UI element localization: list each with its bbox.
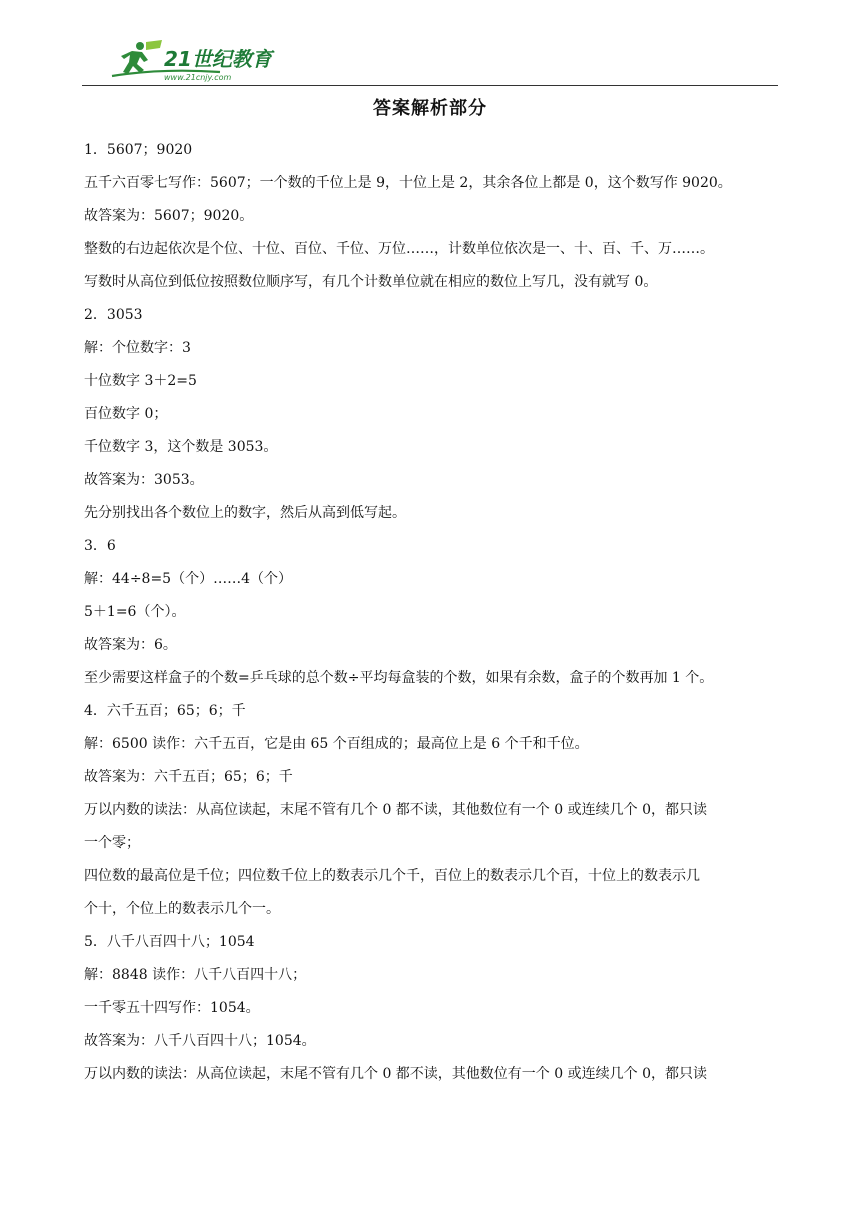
answer-2-text: 十位数字 3＋2=5 [84, 373, 197, 389]
answer-3-text: 解：44÷8=5（个）……4（个） [84, 571, 292, 587]
header-divider [82, 85, 778, 86]
answer-4-note: 万以内数的读法：从高位读起，末尾不管有几个 0 都不读，其他数位有一个 0 或连续几个 0，都只读 [84, 802, 707, 818]
answer-5-heading: 5．八千八百四十八；1054 [84, 934, 255, 950]
answer-2-note: 先分别找出各个数位上的数字，然后从高到低写起。 [84, 505, 406, 521]
answer-4-note: 四位数的最高位是千位；四位数千位上的数表示几个千，百位上的数表示几个百，十位上的数表示几 [84, 868, 700, 884]
answer-1-note: 写数时从高位到低位按照数位顺序写，有几个计数单位就在相应的数位上写几，没有就写 0。 [84, 274, 658, 290]
answer-1-heading: 1．5607；9020 [84, 142, 193, 158]
answer-2-heading: 2．3053 [84, 307, 143, 323]
answer-5-note: 万以内数的读法：从高位读起，末尾不管有几个 0 都不读，其他数位有一个 0 或连续几个 0，都只读 [84, 1066, 707, 1082]
answer-4-note: 个十，个位上的数表示几个一。 [84, 901, 280, 917]
answer-2-text: 千位数字 3，这个数是 3053。 [84, 439, 278, 455]
answer-2-text: 解：个位数字：3 [84, 340, 191, 356]
svg-text:www.21cnjy.com: www.21cnjy.com [164, 73, 232, 82]
answer-3-note: 至少需要这样盒子的个数=乒乓球的总个数÷平均每盒装的个数，如果有余数，盒子的个数再加 1 个。 [84, 670, 714, 686]
answer-content [84, 134, 778, 1091]
answer-4-heading: 4．六千五百；65；6；千 [84, 703, 246, 719]
answer-2-result: 故答案为：3053。 [84, 472, 204, 488]
answer-5-text: 解：8848 读作：八千八百四十八； [84, 967, 307, 983]
answer-3-text: 5＋1=6（个）。 [84, 604, 186, 620]
answer-4-text: 解：6500 读作：六千五百，它是由 65 个百组成的；最高位上是 6 个千和千位。 [84, 736, 589, 752]
svg-text:21世纪教育: 21世纪教育 [164, 47, 272, 71]
page-title: 答案解析部分 [373, 98, 487, 119]
brand-logo [102, 38, 292, 84]
page-header [82, 38, 778, 86]
answer-5-text: 一千零五十四写作：1054。 [84, 1000, 260, 1016]
answer-3-result: 故答案为：6。 [84, 637, 177, 653]
answer-1-text: 五千六百零七写作：5607；一个数的千位上是 9，十位上是 2，其余各位上都是 0，这个数写作 9020。 [84, 175, 732, 191]
answer-4-result: 故答案为：六千五百；65；6；千 [84, 769, 293, 785]
answer-4-note: 一个零； [84, 835, 140, 851]
answer-2-text: 百位数字 0； [84, 406, 168, 422]
answer-3-heading: 3．6 [84, 538, 116, 554]
answer-1-result: 故答案为：5607；9020。 [84, 208, 254, 224]
answer-1-note: 整数的右边起依次是个位、十位、百位、千位、万位……，计数单位依次是一、十、百、千、万……。 [84, 241, 714, 257]
answer-5-result: 故答案为：八千八百四十八；1054。 [84, 1033, 316, 1049]
